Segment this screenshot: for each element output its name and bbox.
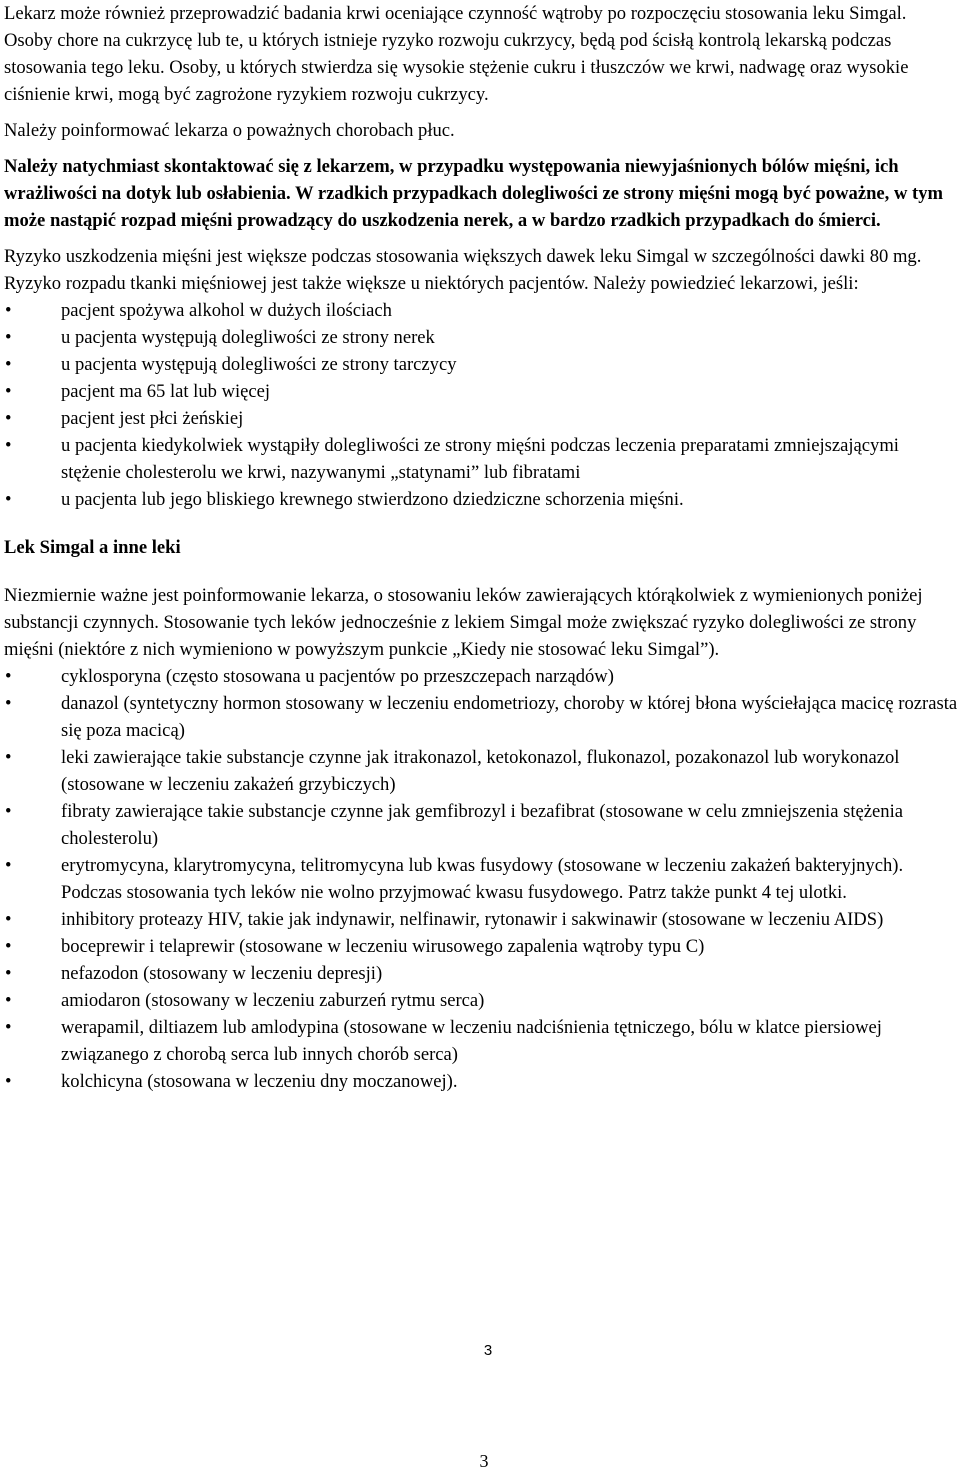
list-item: [4, 1014, 958, 1068]
list-item: [4, 351, 958, 378]
bullet-icon: •: [5, 300, 12, 321]
bullet-icon: •: [5, 693, 12, 714]
list-item-text: boceprewir i telaprewir (stosowane w leczeniu wirusowego zapalenia wątroby typu C): [61, 936, 705, 957]
bullet-icon: •: [5, 1071, 12, 1092]
list-item-text: werapamil, diltiazem lub amlodypina (stosowane w leczeniu nadciśnienia tętniczego, bólu w klatce piersiowej związanego z chorobą serca lub innych chorób serca): [61, 1017, 882, 1065]
risk-factors-list: [4, 297, 958, 513]
list-item: [4, 690, 958, 744]
list-item: [4, 960, 958, 987]
bullet-icon: •: [5, 435, 12, 456]
list-item-text: kolchicyna (stosowana w leczeniu dny moczanowej).: [61, 1071, 458, 1092]
intro-paragraph-diabetes: Osoby chore na cukrzycę lub te, u których istnieje ryzyko rozwoju cukrzycy, będą pod ścisłą kontrolą lekarską podczas stosowania tego leku. Osoby, u których stwierdza się wysokie stężenie cukru i tłuszczów we krwi, nadwagę oraz wysokie ciśnienie krwi, mogą być zagrożone ryzykiem rozwoju cukrzycy.: [4, 30, 909, 105]
list-item: [4, 297, 958, 324]
bullet-icon: •: [5, 747, 12, 768]
list-item: [4, 324, 958, 351]
list-item-text: u pacjenta kiedykolwiek wystąpiły dolegliwości ze strony mięśni podczas leczenia preparatami zmniejszającymi stężenie cholesterolu we krwi, nazywanymi „statynami” lub fibratami: [61, 435, 899, 483]
list-item-text: u pacjenta występują dolegliwości ze strony nerek: [61, 327, 435, 348]
bullet-icon: •: [5, 990, 12, 1011]
list-item-text: leki zawierające takie substancje czynne jak itrakonazol, ketokonazol, flukonazol, pozakonazol lub worykonazol (stosowane w leczeniu zakażeń grzybiczych): [61, 747, 900, 795]
document-page: [4, 0, 958, 1095]
list-item-text: pacjent spożywa alkohol w dużych ilościach: [61, 300, 392, 321]
list-item-text: danazol (syntetyczny hormon stosowany w leczeniu endometriozy, choroby w której błona wyściełająca macicę rozrasta się poza macicą): [61, 693, 958, 741]
list-item-text: cyklosporyna (często stosowana u pacjentów po przeszczepach narządów): [61, 666, 614, 687]
list-item: [4, 663, 958, 690]
list-item-text: u pacjenta występują dolegliwości ze strony tarczycy: [61, 354, 457, 375]
list-item-text: fibraty zawierające takie substancje czynne jak gemfibrozyl i bezafibrat (stosowane w celu zmniejszenia stężenia cholesterolu): [61, 801, 904, 849]
bullet-icon: •: [5, 408, 12, 429]
bullet-icon: •: [5, 936, 12, 957]
list-item: [4, 852, 958, 906]
bullet-icon: •: [5, 1017, 12, 1038]
section-heading: Lek Simgal a inne leki: [4, 537, 181, 558]
list-item: [4, 405, 958, 432]
bullet-icon: •: [5, 666, 12, 687]
bullet-icon: •: [5, 963, 12, 984]
bullet-icon: •: [5, 354, 12, 375]
interactions-intro-paragraph: Niezmiernie ważne jest poinformowanie lekarza, o stosowaniu leków zawierających którąkolwiek z wymienionych poniżej substancji czynnych. Stosowanie tych leków jednocześnie z lekiem Simgal może zwiększać ryzyko dolegliwości ze strony mięśni (niektóre z nich wymieniono w powyższym punkcie „Kiedy nie stosować leku Simgal”).: [4, 585, 923, 660]
page-number-outer: 3: [479, 1451, 489, 1471]
risk-paragraph: Ryzyko uszkodzenia mięśni jest większe podczas stosowania większych dawek leku Simgal w szczególności dawki 80 mg. Ryzyko rozpadu tkanki mięśniowej jest także większe u niektórych pacjentów. Należy powiedzieć lekarzowi, jeśli:: [4, 246, 922, 294]
list-item: [4, 906, 958, 933]
list-item: [4, 933, 958, 960]
list-item: [4, 378, 958, 405]
list-item: [4, 744, 958, 798]
list-item-text: amiodaron (stosowany w leczeniu zaburzeń rytmu serca): [61, 990, 485, 1011]
intro-paragraph-lungs: Należy poinformować lekarza o poważnych chorobach płuc.: [4, 120, 455, 141]
bullet-icon: •: [5, 381, 12, 402]
bullet-icon: •: [5, 327, 12, 348]
page-number-inner: 3: [483, 1342, 493, 1359]
bullet-icon: •: [5, 855, 12, 876]
list-item-text: pacjent ma 65 lat lub więcej: [61, 381, 271, 402]
list-item-text: inhibitory proteazy HIV, takie jak indynawir, nelfinawir, rytonawir i sakwinawir (stosowane w leczeniu AIDS): [61, 909, 884, 930]
list-item: [4, 987, 958, 1014]
list-item: [4, 1068, 958, 1095]
list-item: [4, 798, 958, 852]
bullet-icon: •: [5, 489, 12, 510]
muscle-warning-paragraph: Należy natychmiast skontaktować się z lekarzem, w przypadku występowania niewyjaśnionych bólów mięśni, ich wrażliwości na dotyk lub osłabienia. W rzadkich przypadkach dolegliwości ze strony mięśni mogą być poważne, w tym może nastąpić rozpad mięśni prowadzący do uszkodzenia nerek, a w bardzo rzadkich przypadkach do śmierci.: [4, 156, 944, 231]
list-item-text: erytromycyna, klarytromycyna, telitromycyna lub kwas fusydowy (stosowane w leczeniu zakażeń bakteryjnych). Podczas stosowania tych leków nie wolno przyjmować kwasu fusydowego. Patrz także punkt 4 tej ulotki.: [61, 855, 904, 903]
list-item-text: pacjent jest płci żeńskiej: [61, 408, 244, 429]
intro-paragraph-liver-tests: Lekarz może również przeprowadzić badania krwi oceniające czynność wątroby po rozpoczęciu stosowania leku Simgal.: [4, 3, 907, 24]
bullet-icon: •: [5, 801, 12, 822]
interacting-drugs-list: [4, 663, 958, 1095]
list-item: [4, 432, 958, 486]
list-item: [4, 486, 958, 513]
bullet-icon: •: [5, 909, 12, 930]
list-item-text: u pacjenta lub jego bliskiego krewnego stwierdzono dziedziczne schorzenia mięśni.: [61, 489, 684, 510]
list-item-text: nefazodon (stosowany w leczeniu depresji): [61, 963, 383, 984]
